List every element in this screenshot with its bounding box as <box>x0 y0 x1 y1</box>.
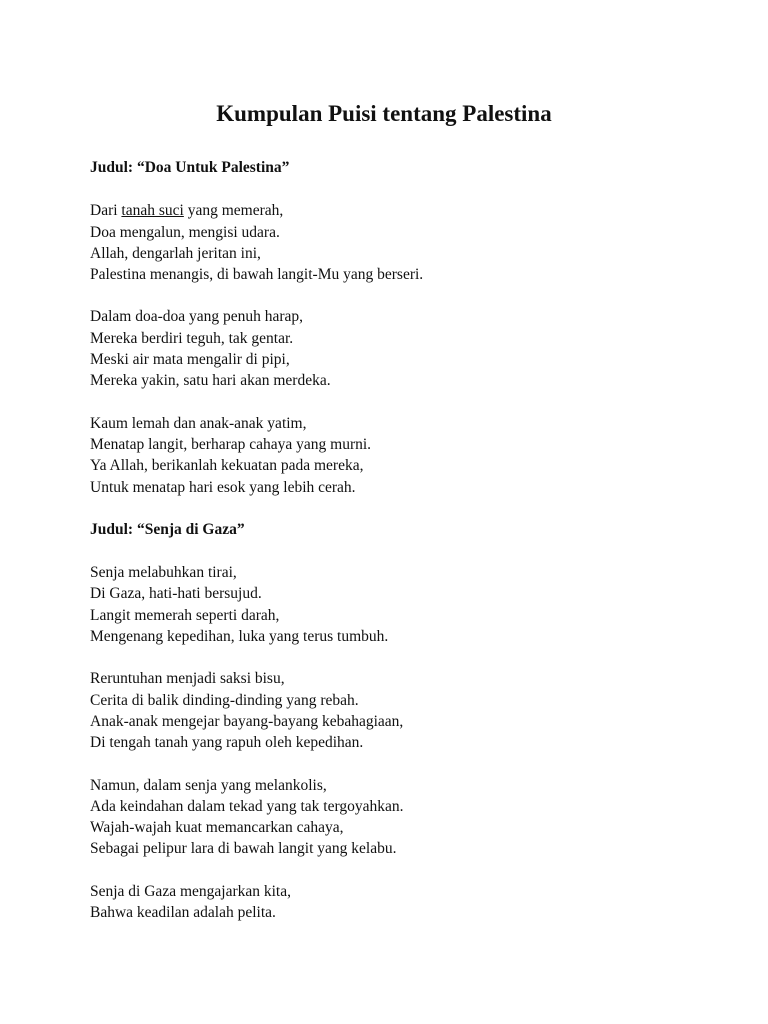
poem-2-stanza-3 <box>90 775 730 860</box>
poem-line: Palestina menangis, di bawah langit-Mu yang berseri. <box>90 266 424 284</box>
poem-1-stanza-3 <box>90 413 730 498</box>
poem-2-heading: Judul: “Senja di Gaza” <box>90 520 245 538</box>
poem-2-stanza-4 <box>90 881 730 924</box>
poem-2-stanza-2 <box>90 668 730 753</box>
document-title: Kumpulan Puisi tentang Palestina <box>216 101 552 126</box>
poem-line: Di Gaza, hati-hati bersujud. <box>90 585 262 603</box>
poem-line: Reruntuhan menjadi saksi bisu, <box>90 670 285 688</box>
poem-line: Langit memerah seperti darah, <box>90 606 280 624</box>
poem-line: Anak-anak mengejar bayang-bayang kebahagiaan, <box>90 712 404 730</box>
poem-line: Wajah-wajah kuat memancarkan cahaya, <box>90 819 344 837</box>
poem-line: Kaum lemah dan anak-anak yatim, <box>90 414 307 432</box>
poem-line: Di tengah tanah yang rapuh oleh kepedihan. <box>90 734 364 752</box>
poem-line <box>90 200 730 221</box>
poem-line: Mereka berdiri teguh, tak gentar. <box>90 329 294 347</box>
poem-line: Ada keindahan dalam tekad yang tak tergoyahkan. <box>90 797 404 815</box>
poem-line: Bahwa keadilan adalah pelita. <box>90 904 276 922</box>
poem-line: Untuk menatap hari esok yang lebih cerah. <box>90 478 356 496</box>
poem-1-stanza-2 <box>90 306 730 391</box>
poem-line: Sebagai pelipur lara di bawah langit yang kelabu. <box>90 840 397 858</box>
poem-line: Mengenang kepedihan, luka yang terus tumbuh. <box>90 628 389 646</box>
poem-line: Menatap langit, berharap cahaya yang murni. <box>90 435 372 453</box>
poem-line: Namun, dalam senja yang melankolis, <box>90 776 327 794</box>
document-body <box>90 157 730 944</box>
poem-line: Dalam doa-doa yang penuh harap, <box>90 308 304 326</box>
poem-line: Allah, dengarlah jeritan ini, <box>90 244 261 262</box>
poem-line-text: Dari <box>90 202 122 220</box>
poem-line: Mereka yakin, satu hari akan merdeka. <box>90 372 331 390</box>
poem-2-stanza-1 <box>90 562 730 647</box>
poem-1-stanza-1 <box>90 200 730 285</box>
poem-line: Cerita di balik dinding-dinding yang rebah. <box>90 691 359 709</box>
poem-line-text: yang memerah, <box>183 202 284 220</box>
poem-line: Meski air mata mengalir di pipi, <box>90 351 290 369</box>
poem-line: Senja melabuhkan tirai, <box>90 564 237 582</box>
poem-line: Doa mengalun, mengisi udara. <box>90 223 280 241</box>
poem-line: Senja di Gaza mengajarkan kita, <box>90 882 291 900</box>
poem-1-heading: Judul: “Doa Untuk Palestina” <box>90 159 290 176</box>
poem-line: Ya Allah, berikanlah kekuatan pada mereka, <box>90 457 364 475</box>
underlined-phrase: tanah suci <box>121 202 184 220</box>
